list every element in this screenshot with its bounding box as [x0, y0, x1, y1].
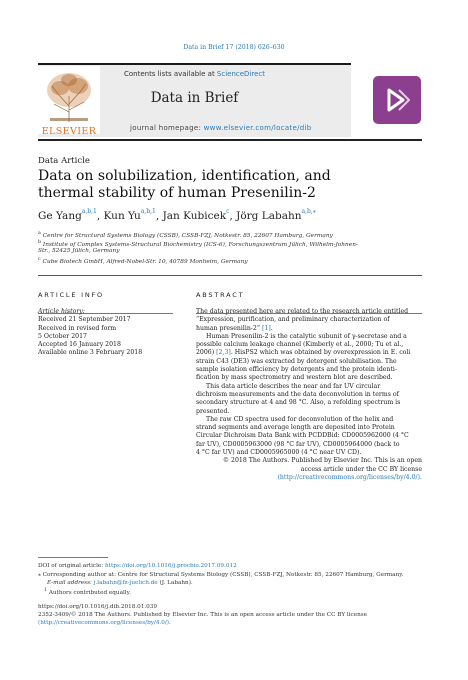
author-name: Kun Yu: [103, 210, 141, 222]
email-link[interactable]: j.labahn@fz-juelich.de: [93, 580, 158, 586]
footnote-email: [47, 579, 422, 587]
email-label: E-mail address:: [47, 580, 94, 586]
affil-text: Cube Biotech GmbH, Alfred-Nobel-Str. 10, 40789 Monheim, Germany: [42, 258, 248, 265]
abstract-line: fication by mass spectrometry and western blot are described.: [196, 374, 393, 382]
license-line: access article under the CC BY license: [300, 465, 422, 473]
abstract-line: far UV), CD0005963000 (98 °C far UV), CD0005964000 (back to: [196, 440, 400, 448]
history-line: Received 21 September 2017: [38, 316, 131, 324]
affiliation-b-cont: Str., 52425 Jülich, Germany: [38, 248, 120, 254]
abstract-line: “Expression, purification, and preliminary characterization of: [196, 316, 390, 324]
affil-mark: c: [38, 256, 41, 262]
history-line: Available online 3 February 2018: [38, 349, 143, 357]
abstract-line: strain C43 (DE3) was extracted by detergent solubilisation. The: [196, 357, 397, 365]
abstract-text: . HisPS2 which was obtained by overexpression in E. coli: [230, 349, 411, 357]
author-separator: ,: [155, 210, 163, 222]
footnote-equal-text: Authors contributed equally.: [47, 589, 131, 596]
sciencedirect-link[interactable]: ScienceDirect: [216, 70, 266, 78]
author-list: [38, 210, 316, 222]
author-name: Jan Kubicek: [162, 210, 227, 222]
abstract-line: [196, 349, 422, 357]
article-info-heading: ARTICLE INFO: [38, 291, 104, 299]
contents-prefix: Contents lists available at: [123, 70, 217, 78]
data-in-brief-cover-icon[interactable]: [373, 76, 421, 124]
footnote-mark: 1: [44, 588, 48, 593]
abstract-line: possible calcium leakage channel (Kimberly et al., 2000; Tu et al.,: [196, 341, 404, 349]
author-affiliation-mark[interactable]: c: [226, 208, 230, 215]
email-tail: (J. Labahn).: [157, 580, 193, 586]
abstract-line: [196, 325, 422, 333]
abstract-text: 2006): [196, 349, 217, 357]
contents-available-line: [38, 70, 351, 78]
abstract-line: 4 °C far UV) and CD0005965000 (4 °C near UV CD).: [196, 449, 362, 457]
affil-mark: b: [38, 239, 42, 245]
masthead-bottom-rule: [38, 139, 422, 141]
title-line-2: thermal stability of human Presenilin-2: [38, 185, 316, 201]
author-affiliation-mark[interactable]: a,b,⁎: [301, 208, 316, 215]
footnote-equal-contribution: [44, 587, 422, 597]
history-line: Received in revised form: [38, 324, 117, 332]
article-history: [38, 308, 173, 358]
abstract-text: .: [270, 324, 273, 332]
title-line-1: Data on solubilization, identification, and: [38, 168, 331, 184]
front-matter-rule: [38, 275, 422, 276]
abstract-body: [196, 308, 422, 482]
author-separator: ,: [229, 210, 237, 222]
abstract-line: strand segments and average length are deposited into Protein: [196, 424, 395, 432]
author-affiliation-mark[interactable]: a,b,1: [140, 208, 156, 215]
cover-graphic: [373, 76, 421, 124]
license-url-line: [38, 619, 422, 627]
article-doi-link[interactable]: https://doi.org/10.1016/j.dib.2018.01.039: [38, 604, 158, 610]
abstract-line: The data presented here are related to the research article entitled: [196, 308, 409, 315]
license-url-tail: .: [169, 620, 171, 626]
publisher-wordmark: ELSEVIER: [41, 126, 97, 137]
author-affiliation-mark[interactable]: a,b,1: [81, 208, 97, 215]
abstract-line: dichroism measurements and the data deconvolution in terms of: [196, 390, 399, 398]
footnote-star: ⁎: [38, 572, 41, 578]
abstract-line: presented.: [196, 407, 230, 415]
journal-title: Data in Brief: [150, 90, 239, 106]
footnote-rule: [38, 557, 108, 558]
license-link[interactable]: (http://creativecommons.org/licenses/by/4.0/).: [277, 473, 422, 481]
original-article-doi-link[interactable]: https://doi.org/10.1016/j.procbio.2017.09.012: [105, 563, 237, 569]
journal-homepage-line: [130, 124, 311, 132]
author-name: Ge Yang: [38, 210, 82, 222]
footnote-doi: [38, 562, 422, 570]
affil-text: Institute of Complex Systems-Structural Biochemistry (ICS-6), Forschungszentrum Jülich, Wilhelm-Johnen-: [42, 241, 358, 248]
abstract-line: Human Presenilin-2 is the catalytic subunit of γ-secretase and a: [206, 332, 407, 340]
license-url-link[interactable]: (http://creativecommons.org/licenses/by/4.0/): [38, 620, 170, 626]
homepage-prefix: journal homepage:: [130, 124, 204, 132]
affiliation-c: [38, 256, 422, 266]
masthead-top-rule: [38, 63, 351, 65]
affil-text: Centre for Structural Systems Biology (CSSB), CSSB-FZJ, Notkestr. 85, 22607 Hamburg, Germany: [42, 232, 333, 239]
journal-homepage-link[interactable]: www.elsevier.com/locate/dib: [203, 124, 312, 132]
history-label: Article history:: [38, 308, 85, 315]
license-line: © 2018 The Authors. Published by Elsevier Inc. This is an open: [222, 457, 422, 465]
affil-mark: a: [38, 231, 41, 236]
history-line: 5 October 2017: [38, 332, 87, 340]
abstract-line: The raw CD spectra used for deconvolution of the helix and: [206, 415, 394, 423]
article-title: [38, 168, 398, 202]
abstract-text: human presenilin-2”: [196, 324, 262, 332]
abstract-heading: ABSTRACT: [196, 291, 245, 299]
abstract-line: secondary structure at 4 and 98 °C. Also, a refolding spectrum is: [196, 399, 401, 407]
abstract-line: sample isolation efficiency by detergents and the protein identi-: [196, 366, 398, 374]
article-type: Data Article: [38, 156, 90, 166]
reference-link[interactable]: [2,3]: [216, 349, 231, 357]
author-separator: ,: [96, 210, 104, 222]
footnote-doi-label: DOI of original article:: [38, 563, 106, 569]
footnote-corr-text: Corresponding author at: Centre for Structural Systems Biology (CSSB), CSSB-FZJ, Notkestr. 85, 22607 Hamburg, Germany.: [40, 572, 404, 578]
history-line: Accepted 16 January 2018: [38, 341, 121, 349]
author-name: Jörg Labahn: [236, 210, 302, 222]
footnote-corresponding: [38, 571, 422, 579]
abstract-line: This data article describes the near and far UV circular: [206, 382, 381, 390]
reference-link[interactable]: [1]: [261, 324, 271, 332]
copyright-line: 2352-3409/© 2018 The Authors. Published by Elsevier Inc. This is an open access article under the CC BY license: [38, 612, 368, 618]
abstract-line: Circular Dichroism Data Bank with PCDDBid: CD0005962000 (4 °C: [196, 432, 409, 440]
running-header[interactable]: Data in Brief 17 (2018) 626–630: [183, 44, 285, 51]
